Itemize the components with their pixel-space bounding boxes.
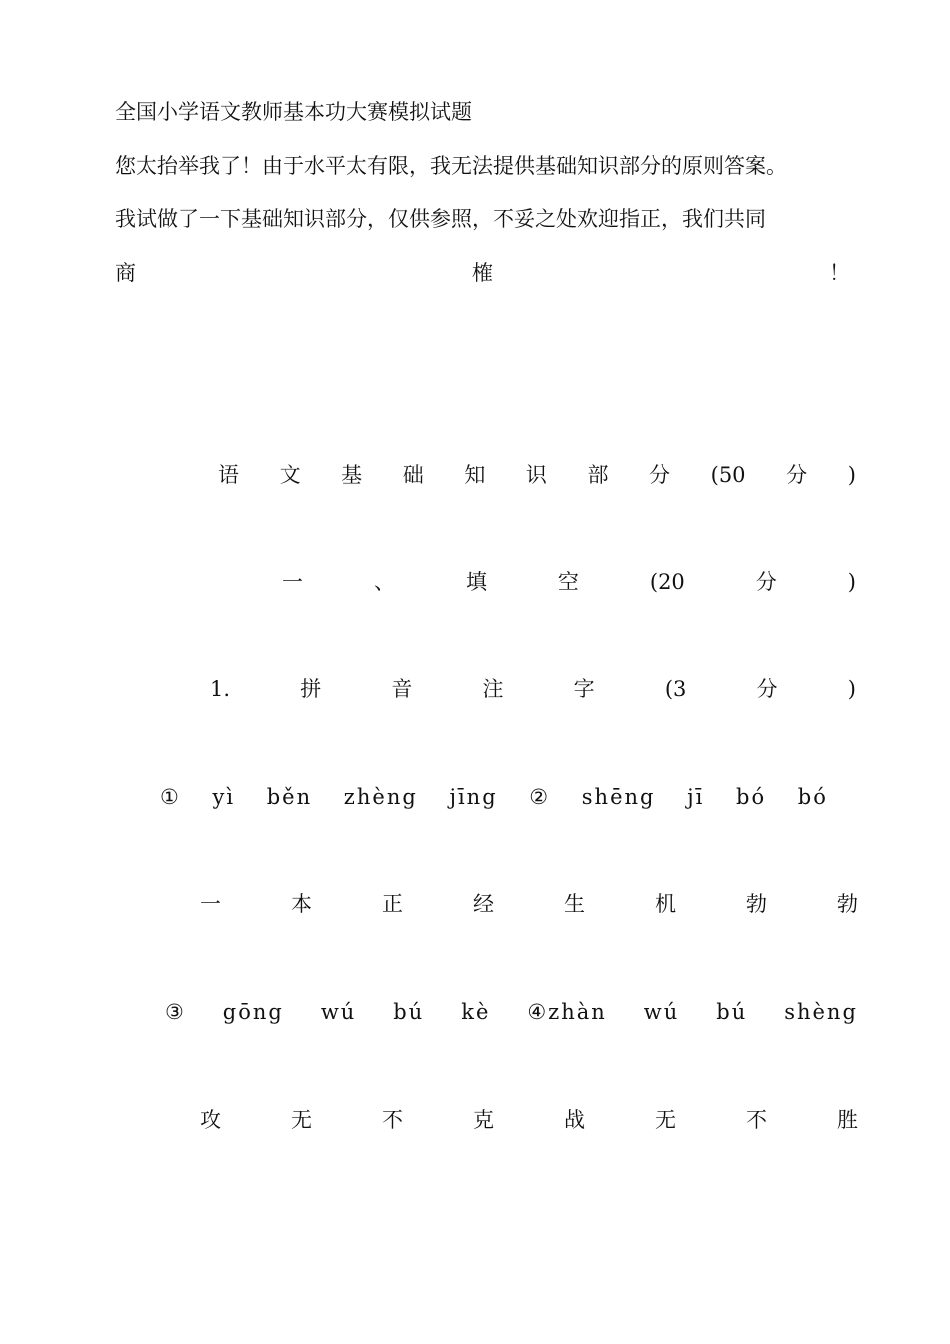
heading-token: 语 [218, 463, 239, 487]
heading-token: 基 [341, 463, 363, 487]
heading-token: 分 [756, 677, 778, 701]
heading-token: 础 [402, 463, 424, 487]
chars-row-1 [200, 889, 858, 919]
heading-token: 文 [279, 463, 301, 487]
heading-token: (20 [649, 570, 685, 594]
pinyin-token: ④zhàn [527, 1000, 607, 1024]
heading-token: 识 [525, 463, 547, 487]
pinyin-token: jīng [449, 785, 498, 809]
heading-token: 填 [465, 570, 487, 594]
heading-token: 知 [464, 463, 486, 487]
pinyin-row-1 [160, 782, 828, 812]
document-title: 全国小学语文教师基本功大赛模拟试题 [115, 100, 472, 124]
char-token: 本 [291, 892, 312, 916]
pinyin-token: bú [393, 1000, 425, 1024]
part-one-heading [282, 567, 856, 597]
char-token: 勃 [837, 892, 858, 916]
heading-token: 字 [573, 677, 595, 701]
pinyin-token: yì [212, 785, 236, 809]
chars-row-2 [200, 1105, 858, 1135]
pinyin-token: zhèng [343, 785, 418, 809]
heading-token: 1. [210, 677, 231, 701]
pinyin-row-2 [165, 997, 858, 1027]
char-token: 无 [291, 1108, 312, 1132]
heading-token: 一 [282, 570, 303, 594]
heading-token: 部 [587, 463, 609, 487]
intro-char: 榷 [472, 261, 493, 285]
char-token: 不 [746, 1108, 767, 1132]
heading-token: 分 [755, 570, 777, 594]
pinyin-token: jī [687, 785, 705, 809]
heading-token: (50 [710, 463, 746, 487]
heading-token: 分 [786, 463, 808, 487]
heading-token: 空 [557, 570, 579, 594]
pinyin-token: bó [736, 785, 767, 809]
heading-token: 拼 [300, 677, 322, 701]
pinyin-token: bó [797, 785, 828, 809]
pinyin-token: gōng [222, 1000, 284, 1024]
pinyin-token: běn [266, 785, 313, 809]
heading-token: 分 [649, 463, 671, 487]
heading-token: 、 [373, 570, 395, 594]
pinyin-token: ③ [165, 1000, 186, 1024]
char-token: 胜 [837, 1108, 858, 1132]
intro-char: ！ [829, 261, 850, 285]
pinyin-token: bú [716, 1000, 748, 1024]
char-token: 勃 [746, 892, 767, 916]
pinyin-token: ② [529, 785, 551, 809]
heading-token: 注 [482, 677, 504, 701]
heading-token: ) [847, 570, 856, 594]
pinyin-token: shèng [784, 1000, 858, 1024]
heading-token: ) [847, 463, 856, 487]
heading-token: ) [847, 677, 856, 701]
char-token: 机 [655, 892, 676, 916]
char-token: 无 [655, 1108, 676, 1132]
char-token: 一 [200, 892, 221, 916]
heading-token: 音 [391, 677, 413, 701]
question-one-heading [210, 674, 856, 704]
intro-char: 商 [115, 261, 136, 285]
intro-line-1: 您太抬举我了！由于水平太有限，我无法提供基础知识部分的原则答案。 [115, 154, 787, 178]
char-token: 战 [564, 1108, 585, 1132]
intro-line-2: 我试做了一下基础知识部分，仅供参照，不妥之处欢迎指正，我们共同 [115, 207, 766, 231]
char-token: 不 [382, 1108, 403, 1132]
pinyin-token: shēng [581, 785, 656, 809]
char-token: 生 [564, 892, 585, 916]
intro-line-3 [115, 258, 850, 288]
char-token: 经 [473, 892, 494, 916]
pinyin-token: wú [320, 1000, 357, 1024]
section-heading [218, 460, 856, 490]
pinyin-token: wú [643, 1000, 680, 1024]
char-token: 攻 [200, 1108, 221, 1132]
pinyin-token: ① [160, 785, 181, 809]
char-token: 克 [473, 1108, 494, 1132]
char-token: 正 [382, 892, 403, 916]
heading-token: (3 [664, 677, 687, 701]
pinyin-token: kè [461, 1000, 491, 1024]
